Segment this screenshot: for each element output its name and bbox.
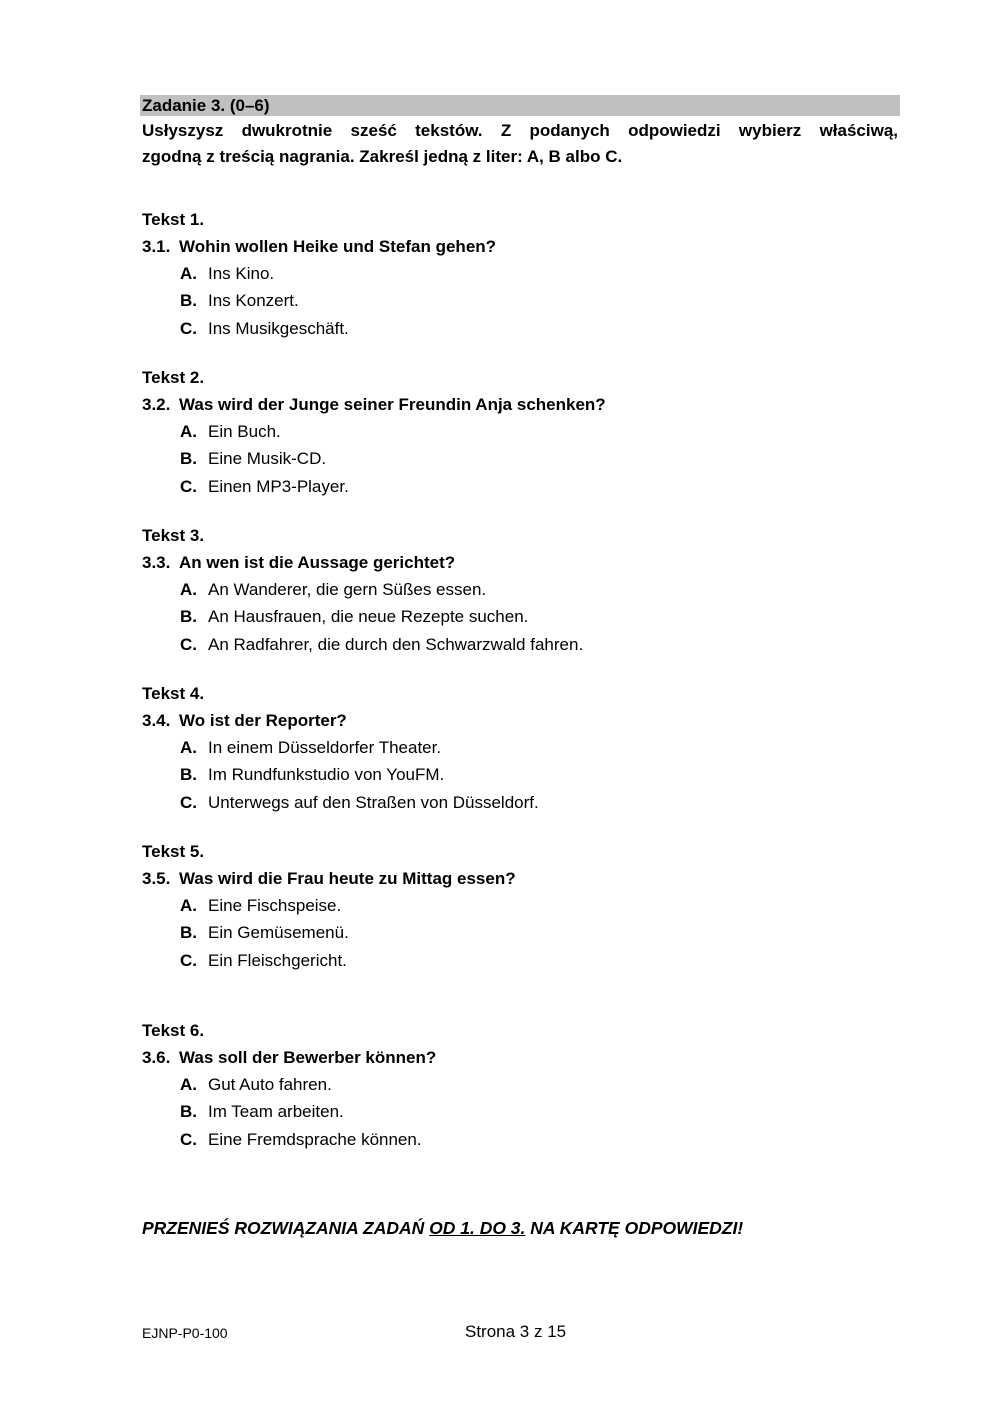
instruction-line: zgodną z treścią nagrania. Zakreśl jedną z liter: A, B albo C.: [142, 147, 623, 166]
question: [142, 549, 902, 576]
option-letter: B.: [180, 449, 197, 469]
question: [142, 233, 902, 260]
text-title: Tekst 3.: [142, 526, 205, 545]
text-block-5: [142, 838, 902, 974]
answer-option-b[interactable]: [142, 1098, 902, 1125]
option-letter: B.: [180, 1102, 197, 1122]
question-number: 3.1.: [142, 237, 171, 256]
question-number: 3.2.: [142, 395, 171, 414]
answer-option-b[interactable]: [142, 287, 902, 314]
question-text: Wohin wollen Heike und Stefan gehen?: [179, 237, 497, 256]
option-text: Ins Konzert.: [208, 291, 299, 311]
option-letter: C.: [180, 1129, 197, 1149]
option-letter: C.: [180, 634, 197, 654]
question: [142, 391, 902, 418]
option-text: Eine Fremdsprache können.: [208, 1129, 422, 1149]
option-text: An Radfahrer, die durch den Schwarzwald fahren.: [208, 634, 584, 654]
option-text: Ins Kino.: [208, 264, 275, 283]
answer-option-b[interactable]: [142, 603, 902, 630]
transfer-answers-note: [142, 1218, 743, 1239]
question-text: Wo ist der Reporter?: [179, 711, 347, 730]
text-title: Tekst 5.: [142, 842, 205, 861]
note-part: NA KARTĘ ODPOWIEDZI!: [525, 1218, 744, 1238]
option-letter: B.: [180, 765, 197, 785]
answer-option-a[interactable]: [142, 576, 902, 603]
option-letter: C.: [180, 318, 197, 338]
question-text: Was wird die Frau heute zu Mittag essen?: [179, 869, 516, 888]
text-title: Tekst 1.: [142, 210, 205, 229]
text-title: Tekst 4.: [142, 684, 205, 703]
answer-option-b[interactable]: [142, 919, 902, 946]
text-block-6: [142, 1017, 902, 1153]
note-underlined: OD 1. DO 3.: [429, 1218, 526, 1238]
answer-option-b[interactable]: [142, 761, 902, 788]
option-letter: C.: [180, 792, 197, 812]
answer-option-a[interactable]: [142, 892, 902, 919]
option-text: Ins Musikgeschäft.: [208, 318, 349, 338]
answer-option-a[interactable]: [142, 1071, 902, 1098]
question-text: Was soll der Bewerber können?: [179, 1048, 437, 1067]
option-letter: B.: [180, 291, 197, 311]
answer-option-c[interactable]: [142, 1126, 902, 1153]
answer-option-c[interactable]: [142, 789, 902, 816]
text-title: Tekst 6.: [142, 1021, 205, 1040]
text-block-4: [142, 680, 902, 816]
text-block-2: [142, 364, 902, 500]
question: [142, 707, 902, 734]
answer-option-c[interactable]: [142, 315, 902, 342]
text-block-1: [142, 206, 902, 342]
document-code: EJNP-P0-100: [142, 1325, 228, 1341]
option-text: Im Team arbeiten.: [208, 1102, 344, 1122]
text-title: Tekst 2.: [142, 368, 205, 387]
text-block-3: [142, 522, 902, 658]
answer-option-a[interactable]: [142, 260, 902, 287]
option-letter: A.: [180, 264, 197, 283]
question-number: 3.5.: [142, 869, 171, 888]
option-letter: A.: [180, 896, 197, 915]
option-text: Gut Auto fahren.: [208, 1075, 332, 1094]
answer-option-c[interactable]: [142, 631, 902, 658]
task-instruction: [142, 118, 898, 170]
option-letter: C.: [180, 476, 197, 496]
option-letter: C.: [180, 950, 197, 970]
answer-option-c[interactable]: [142, 947, 902, 974]
option-text: In einem Düsseldorfer Theater.: [208, 738, 442, 757]
answer-option-b[interactable]: [142, 445, 902, 472]
option-letter: B.: [180, 923, 197, 943]
question-number: 3.6.: [142, 1048, 171, 1067]
option-letter: A.: [180, 738, 197, 757]
option-text: Unterwegs auf den Straßen von Düsseldorf.: [208, 792, 539, 812]
question-text: An wen ist die Aussage gerichtet?: [179, 553, 456, 572]
question: [142, 1044, 902, 1071]
note-part: PRZENIEŚ ROZWIĄZANIA ZADAŃ: [142, 1218, 430, 1238]
answer-option-a[interactable]: [142, 418, 902, 445]
option-text: Einen MP3-Player.: [208, 476, 349, 496]
answer-option-c[interactable]: [142, 473, 902, 500]
task-header: Zadanie 3. (0–6): [140, 95, 900, 116]
option-text: Ein Buch.: [208, 422, 281, 441]
question-text: Was wird der Junge seiner Freundin Anja schenken?: [179, 395, 606, 414]
option-letter: A.: [180, 1075, 197, 1094]
page-number: Strona 3 z 15: [465, 1322, 567, 1341]
option-letter: B.: [180, 607, 197, 627]
question: [142, 865, 902, 892]
option-text: Ein Fleischgericht.: [208, 950, 347, 970]
option-text: An Wanderer, die gern Süßes essen.: [208, 580, 487, 599]
option-text: An Hausfrauen, die neue Rezepte suchen.: [208, 607, 529, 627]
option-letter: A.: [180, 580, 197, 599]
question-number: 3.3.: [142, 553, 171, 572]
instruction-line: Usłyszysz dwukrotnie sześć tekstów. Z podanych odpowiedzi wybierz właściwą,: [142, 121, 898, 140]
option-text: Ein Gemüsemenü.: [208, 923, 349, 943]
option-text: Eine Fischspeise.: [208, 896, 342, 915]
option-letter: A.: [180, 422, 197, 441]
option-text: Im Rundfunkstudio von YouFM.: [208, 765, 445, 785]
question-number: 3.4.: [142, 711, 171, 730]
answer-option-a[interactable]: [142, 734, 902, 761]
option-text: Eine Musik-CD.: [208, 449, 327, 469]
